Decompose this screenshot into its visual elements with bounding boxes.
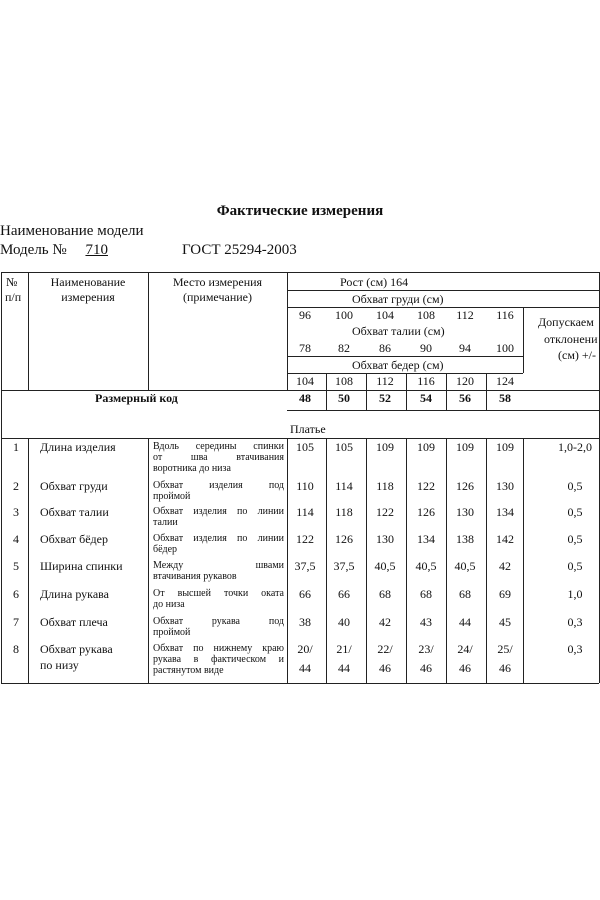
table-bottom-border bbox=[1, 683, 599, 684]
row-value: 126 bbox=[456, 479, 474, 493]
header-place-2: (примечание) bbox=[183, 290, 252, 304]
page-title: Фактические измерения bbox=[216, 203, 384, 219]
row-tolerance: 1,0 bbox=[567, 587, 583, 601]
hip-value: 104 bbox=[296, 374, 314, 388]
row-value: 66 bbox=[338, 587, 350, 601]
row-value: 109 bbox=[417, 440, 435, 454]
row-value: 38 bbox=[299, 615, 311, 629]
chest-value: 104 bbox=[376, 308, 394, 322]
row-tolerance: 0,5 bbox=[567, 559, 583, 573]
row-value: 22/ bbox=[377, 642, 393, 656]
size-code: 52 bbox=[379, 391, 391, 405]
header-hips: Обхват бедер (см) bbox=[352, 358, 444, 372]
row-value: 46 bbox=[459, 661, 471, 675]
row-value: 109 bbox=[456, 440, 474, 454]
row-place-note: Обхват по нижнему краю bbox=[153, 643, 284, 654]
row-value: 66 bbox=[299, 587, 311, 601]
size-code: 58 bbox=[499, 391, 511, 405]
row-value: 126 bbox=[417, 505, 435, 519]
header-hline bbox=[287, 373, 523, 374]
row-value: 37,5 bbox=[294, 559, 316, 573]
row-value: 42 bbox=[499, 559, 511, 573]
row-value: 130 bbox=[376, 532, 394, 546]
row-place-note: талии bbox=[153, 517, 178, 528]
row-value: 138 bbox=[456, 532, 474, 546]
row-value: 37,5 bbox=[333, 559, 355, 573]
chest-value: 108 bbox=[417, 308, 435, 322]
size-code: 54 bbox=[420, 391, 432, 405]
row-measure-name: Длина рукава bbox=[40, 587, 109, 601]
row-value: 40,5 bbox=[454, 559, 476, 573]
hip-value: 124 bbox=[496, 374, 514, 388]
row-value: 114 bbox=[296, 505, 314, 519]
row-place-note: до низа bbox=[153, 599, 185, 610]
header-tolerance-3: (см) +/- bbox=[558, 348, 597, 362]
row-measure-name: Обхват плеча bbox=[40, 615, 108, 629]
row-place-note: Между швами bbox=[153, 560, 284, 571]
row-value: 130 bbox=[496, 479, 514, 493]
header-name: Наименование bbox=[50, 275, 126, 289]
gost-standard: ГОСТ 25294-2003 bbox=[182, 242, 297, 258]
row-value: 68 bbox=[459, 587, 471, 601]
chest-value: 100 bbox=[335, 308, 353, 322]
row-number: 4 bbox=[13, 532, 19, 546]
header-hline bbox=[287, 356, 523, 357]
header-num: № bbox=[6, 275, 18, 289]
row-place-note: Вдоль середины спинки bbox=[153, 441, 284, 452]
section-bottom-line bbox=[1, 438, 599, 439]
row-number: 2 bbox=[13, 479, 19, 493]
row-place-note: втачивания рукавов bbox=[153, 571, 237, 582]
table-left-border bbox=[1, 272, 2, 683]
row-measure-name: по низу bbox=[40, 658, 79, 672]
size-code-bottom-line bbox=[287, 410, 599, 411]
header-num-2: п/п bbox=[5, 290, 22, 304]
header-hline bbox=[287, 307, 599, 308]
body-col-divider bbox=[148, 438, 149, 683]
row-measure-name: Обхват талии bbox=[40, 505, 109, 519]
row-place-note: проймой bbox=[153, 627, 191, 638]
row-measure-name: Длина изделия bbox=[40, 440, 116, 454]
row-measure-name: Ширина спинки bbox=[40, 559, 123, 573]
row-tolerance: 0,3 bbox=[567, 642, 583, 656]
row-value: 109 bbox=[376, 440, 394, 454]
row-value: 24/ bbox=[457, 642, 473, 656]
header-height: Рост (см) 164 bbox=[340, 275, 409, 289]
row-number: 7 bbox=[13, 615, 19, 629]
row-value: 40,5 bbox=[374, 559, 396, 573]
model-label: Модель № bbox=[0, 242, 67, 258]
header-tolerance-2: отклонени bbox=[544, 332, 598, 346]
row-measure-name: Обхват груди bbox=[40, 479, 108, 493]
model-row bbox=[0, 242, 297, 259]
row-value: 45 bbox=[499, 615, 511, 629]
row-value: 44 bbox=[299, 661, 311, 675]
row-value: 118 bbox=[376, 479, 394, 493]
row-value: 44 bbox=[459, 615, 471, 629]
row-place-note: бёдер bbox=[153, 544, 178, 555]
waist-value: 86 bbox=[379, 341, 391, 355]
waist-value: 94 bbox=[459, 341, 471, 355]
row-value: 42 bbox=[379, 615, 391, 629]
size-code: 50 bbox=[338, 391, 350, 405]
row-number: 3 bbox=[13, 505, 19, 519]
row-value: 122 bbox=[376, 505, 394, 519]
row-value: 130 bbox=[456, 505, 474, 519]
row-place-note: Обхват изделия по линии bbox=[153, 533, 284, 544]
body-col-divider bbox=[28, 438, 29, 683]
row-value: 40,5 bbox=[415, 559, 437, 573]
row-value: 114 bbox=[335, 479, 353, 493]
row-value: 68 bbox=[420, 587, 432, 601]
row-number: 1 bbox=[13, 440, 19, 454]
section-title: Платье bbox=[290, 422, 326, 436]
row-value: 44 bbox=[338, 661, 350, 675]
size-code-label: Размерный код bbox=[95, 391, 178, 405]
chest-value: 116 bbox=[496, 308, 514, 322]
row-value: 21/ bbox=[336, 642, 352, 656]
row-place-note: Обхват изделия по линии bbox=[153, 506, 284, 517]
row-place-note: рукава в фактическом и bbox=[153, 654, 284, 665]
row-value: 43 bbox=[420, 615, 432, 629]
row-number: 6 bbox=[13, 587, 19, 601]
row-number: 8 bbox=[13, 642, 19, 656]
row-place-note: растянутом виде bbox=[153, 665, 224, 676]
header-waist: Обхват талии (см) bbox=[352, 324, 445, 338]
hip-value: 112 bbox=[376, 374, 394, 388]
model-number: 710 bbox=[85, 242, 108, 258]
row-value: 69 bbox=[499, 587, 511, 601]
header-hline bbox=[287, 290, 599, 291]
row-value: 46 bbox=[379, 661, 391, 675]
row-value: 20/ bbox=[297, 642, 313, 656]
row-value: 142 bbox=[496, 532, 514, 546]
row-value: 105 bbox=[335, 440, 353, 454]
hip-value: 120 bbox=[456, 374, 474, 388]
header-tolerance: Допускаем bbox=[538, 315, 594, 329]
col-divider-num bbox=[28, 272, 29, 390]
size-code: 56 bbox=[459, 391, 471, 405]
row-value: 40 bbox=[338, 615, 350, 629]
row-tolerance: 0,5 bbox=[567, 479, 583, 493]
row-value: 122 bbox=[417, 479, 435, 493]
row-value: 25/ bbox=[497, 642, 513, 656]
row-value: 68 bbox=[379, 587, 391, 601]
row-value: 118 bbox=[335, 505, 353, 519]
row-place-note: Обхват изделия под bbox=[153, 480, 284, 491]
row-value: 110 bbox=[296, 479, 314, 493]
waist-value: 82 bbox=[338, 341, 350, 355]
row-tolerance: 0,5 bbox=[567, 532, 583, 546]
row-value: 126 bbox=[335, 532, 353, 546]
row-tolerance: 0,5 bbox=[567, 505, 583, 519]
row-value: 46 bbox=[420, 661, 432, 675]
row-place-note: проймой bbox=[153, 491, 191, 502]
waist-value: 78 bbox=[299, 341, 311, 355]
hip-value: 108 bbox=[335, 374, 353, 388]
header-chest: Обхват груди (см) bbox=[352, 292, 444, 306]
hip-value: 116 bbox=[417, 374, 435, 388]
chest-value: 112 bbox=[456, 308, 474, 322]
row-measure-name: Обхват бёдер bbox=[40, 532, 108, 546]
row-place-note: От высшей точки оката bbox=[153, 588, 284, 599]
chest-value: 96 bbox=[299, 308, 311, 322]
row-place-note: от шва втачивания bbox=[153, 452, 284, 463]
size-code: 48 bbox=[299, 391, 311, 405]
waist-value: 100 bbox=[496, 341, 514, 355]
row-value: 23/ bbox=[418, 642, 434, 656]
row-value: 122 bbox=[296, 532, 314, 546]
row-value: 134 bbox=[417, 532, 435, 546]
row-place-note: воротника до низа bbox=[153, 463, 231, 474]
row-value: 105 bbox=[296, 440, 314, 454]
header-name-2: измерения bbox=[61, 290, 115, 304]
row-measure-name: Обхват рукава bbox=[40, 642, 113, 656]
row-place-note: Обхват рукава под bbox=[153, 616, 284, 627]
model-name-label: Наименование модели bbox=[0, 223, 144, 239]
row-tolerance: 1,0-2,0 bbox=[558, 440, 592, 454]
row-tolerance: 0,3 bbox=[567, 615, 583, 629]
row-value: 134 bbox=[496, 505, 514, 519]
row-value: 109 bbox=[496, 440, 514, 454]
header-place: Место измерения bbox=[172, 275, 263, 289]
row-number: 5 bbox=[13, 559, 19, 573]
row-value: 46 bbox=[499, 661, 511, 675]
waist-value: 90 bbox=[420, 341, 432, 355]
col-divider-name bbox=[148, 272, 149, 390]
table-top-border bbox=[1, 272, 599, 273]
